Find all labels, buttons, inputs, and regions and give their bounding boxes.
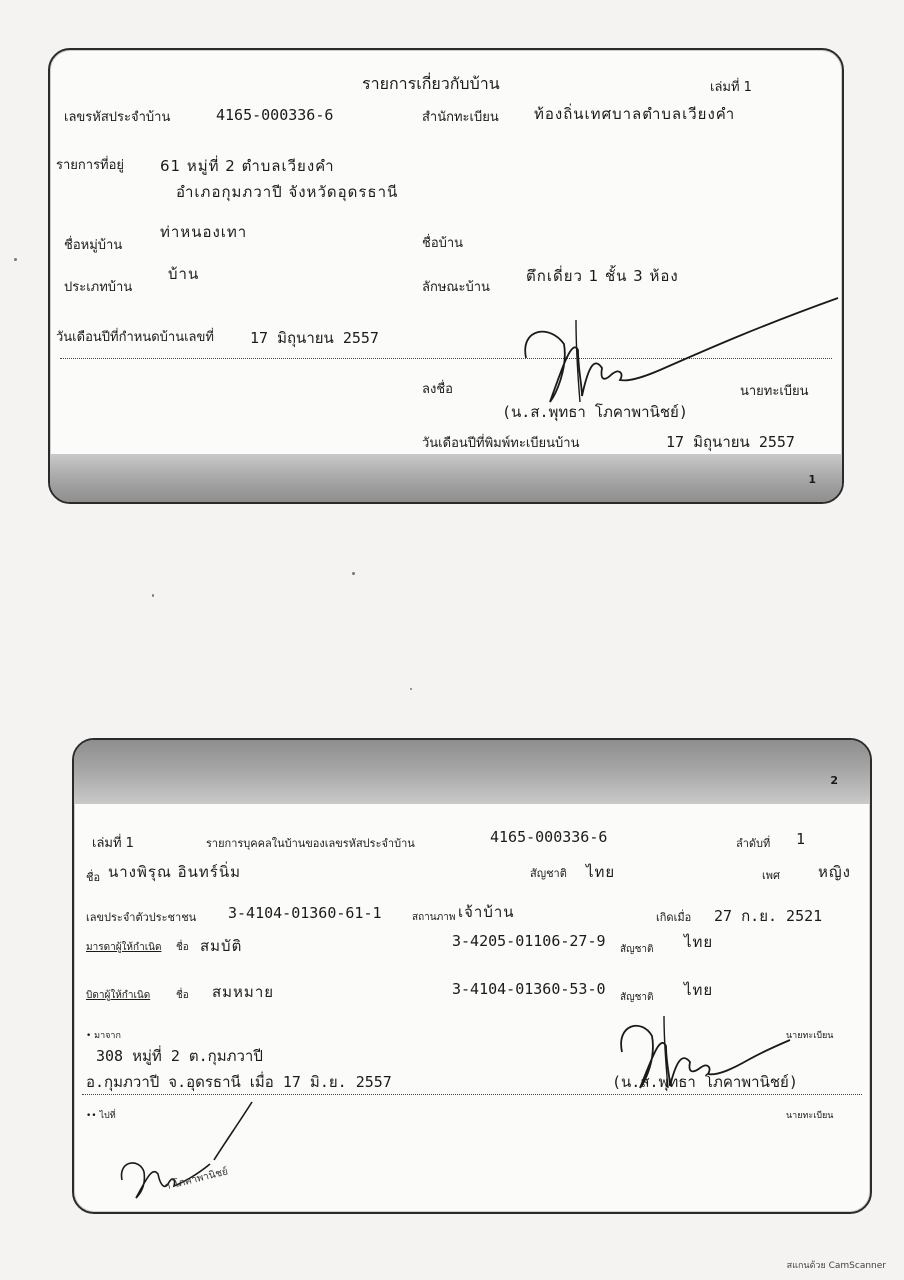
mother-name: สมบัติ (200, 937, 243, 955)
house-type: บ้าน (168, 265, 200, 283)
order-label: ลำดับที่ (736, 837, 771, 850)
card-bottom-band (50, 454, 842, 502)
house-type-label: ประเภทบ้าน (64, 280, 133, 295)
assigned-date-label: วันเดือนปีที่กำหนดบ้านเลขที่ (56, 330, 214, 345)
father-name: สมหมาย (212, 983, 275, 1001)
registrar-label: นายทะเบียน (740, 384, 809, 399)
page-number: 2 (830, 774, 838, 787)
sex-label: เพศ (762, 869, 780, 882)
person-details-card (72, 738, 872, 1214)
status: เจ้าบ้าน (458, 903, 515, 921)
card-top-band (74, 740, 870, 804)
volume-number: เล่มที่ 1 (710, 80, 752, 95)
id-number: 3-4104-01360-61-1 (228, 904, 382, 922)
village-label: ชื่อหมู่บ้าน (64, 238, 123, 253)
moved-to-label: •• ไปที่ (86, 1111, 116, 1121)
printed-date: 17 มิถุนายน 2557 (666, 433, 795, 451)
address-line-2: อำเภอกุมภวาปี จังหวัดอุดรธานี (176, 183, 399, 201)
birth-label: เกิดเมื่อ (656, 911, 692, 924)
house-name-label: ชื่อบ้าน (422, 236, 464, 251)
mother-name-label: ชื่อ (176, 942, 189, 953)
page-number: 1 (808, 473, 816, 486)
id-label: เลขประจำตัวประชาชน (86, 911, 197, 924)
name-label: ชื่อ (86, 871, 101, 884)
separator-line (82, 1094, 862, 1095)
registrar-label: นายทะเบียน (786, 1031, 834, 1041)
father-id: 3-4104-01360-53-0 (452, 980, 606, 998)
house-style-label: ลักษณะบ้าน (422, 280, 490, 295)
address-line-1: 61 หมู่ที่ 2 ตำบลเวียงคำ (160, 157, 335, 175)
nationality: ไทย (586, 863, 616, 881)
moved-to-stamp: า โภคาพานิชย์ (163, 1166, 230, 1193)
father-nationality-label: สัญชาติ (620, 992, 654, 1003)
mother-nationality: ไทย (684, 933, 714, 951)
registrar-label: นายทะเบียน (786, 1111, 834, 1121)
order-number: 1 (796, 830, 806, 848)
sign-label: ลงชื่อ (422, 382, 453, 397)
mother-nationality-label: สัญชาติ (620, 944, 654, 955)
registry-office-label: สำนักทะเบียน (422, 110, 499, 125)
status-label: สถานภาพ (412, 912, 456, 923)
birth-date: 27 ก.ย. 2521 (714, 907, 823, 925)
nationality-label: สัญชาติ (530, 867, 567, 880)
registrar-name: (น.ส.พุทธา โภคาพานิชย์) (502, 403, 688, 421)
moved-from-line-1: 308 หมู่ที่ 2 ต.กุมภวาปี (96, 1047, 263, 1065)
moved-from-line-2: อ.กุมภวาปี จ.อุดรธานี เมื่อ 17 มิ.ย. 2557 (86, 1073, 392, 1091)
scanner-watermark: สแกนด้วย CamScanner (786, 1261, 886, 1271)
registrar-name: (น.ส.พุทธา โภคาพานิชย์) (612, 1073, 798, 1091)
address-label: รายการที่อยู่ (56, 158, 125, 173)
house-code: 4165-000336-6 (216, 106, 334, 124)
moved-from-label: • มาจาก (86, 1031, 121, 1041)
person-list-title: รายการบุคคลในบ้านของเลขรหัสประจำบ้าน (206, 837, 415, 850)
house-details-title: รายการเกี่ยวกับบ้าน (362, 74, 500, 93)
father-nationality: ไทย (684, 981, 714, 999)
mother-label: มารดาผู้ให้กำเนิด (86, 942, 162, 953)
sex: หญิง (818, 863, 851, 881)
house-code: 4165-000336-6 (490, 828, 608, 846)
assigned-date: 17 มิถุนายน 2557 (250, 329, 379, 347)
volume-number: เล่มที่ 1 (92, 836, 134, 851)
village-name: ท่าหนองเทา (160, 223, 248, 241)
father-name-label: ชื่อ (176, 990, 189, 1001)
registry-office: ท้องถิ่นเทศบาลตำบลเวียงคำ (534, 105, 736, 123)
house-style: ตึกเดี่ยว 1 ชั้น 3 ห้อง (526, 267, 679, 285)
house-details-card (48, 48, 844, 504)
mother-id: 3-4205-01106-27-9 (452, 932, 606, 950)
house-code-label: เลขรหัสประจำบ้าน (64, 110, 171, 125)
printed-date-label: วันเดือนปีที่พิมพ์ทะเบียนบ้าน (422, 436, 580, 451)
father-label: บิดาผู้ให้กำเนิด (86, 990, 151, 1001)
person-name: นางพิรุณ อินทร์นิ่ม (108, 863, 241, 881)
